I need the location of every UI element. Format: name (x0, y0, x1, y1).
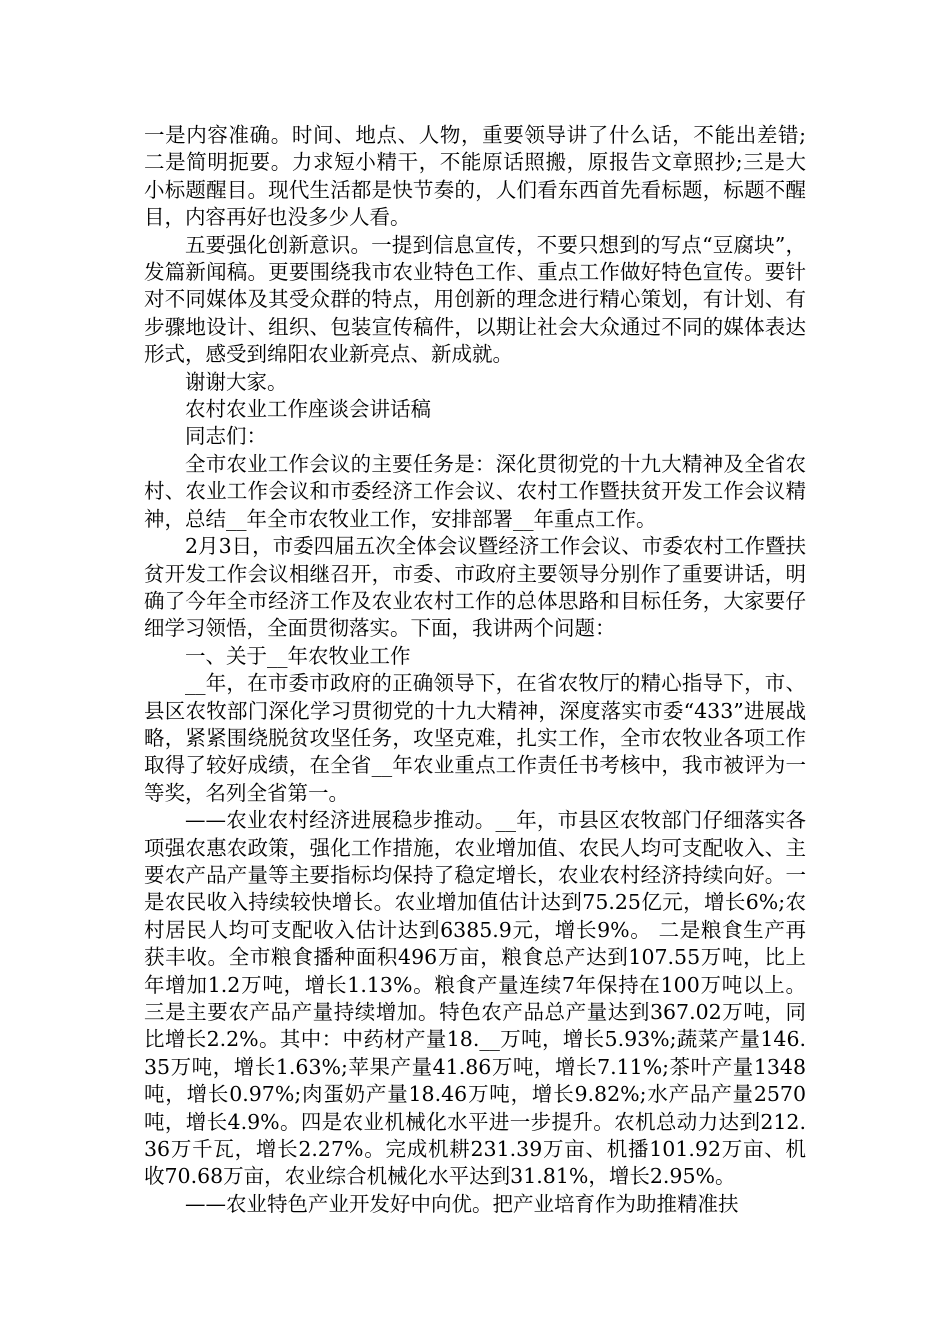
section-heading-one: 一、关于__年农牧业工作 (185, 643, 411, 668)
paragraph-innovation: 五要强化创新意识。一提到信息宣传，不要只想到的写点“豆腐块”，发篇新闻稿。更要围绕我市农业特色工作、重点工作做好特色宣传。要针对不同媒体及其受众群的特点，用创新的理念进行精心策划，有计划、有步骤地设计、组织、包装宣传稿件，以期让社会大众通过不同的媒体表达形式，感受到绵阳农业新亮点、新成就。 (144, 232, 806, 367)
paragraph-special-industry: ——农业特色产业开发好中向优。把产业培育作为助推精准扶 (185, 1191, 739, 1216)
paragraph-thanks: 谢谢大家。 (185, 369, 288, 394)
paragraph-year-review: __年，在市委市政府的正确领导下，在省农牧厅的精心指导下，市、县区农牧部门深化学习贯彻党的十九大精神，深度落实市委“433”进展战略，紧紧围绕脱贫攻坚任务，攻坚克难，扎实工作，全市农牧业各项工作取得了较好成绩，在全省__年农业重点工作责任书考核中，我市被评为一等奖，名列全省第一。 (144, 671, 806, 805)
paragraph-meeting-tasks: 全市农业工作会议的主要任务是：深化贯彻党的十九大精神及全省农村、农业工作会议和市委经济工作会议、农村工作暨扶贫开发工作会议精神，总结__年全市农牧业工作，安排部署__年重点工作。 (144, 451, 806, 531)
salutation: 同志们： (185, 424, 267, 449)
paragraph-rural-economy: ——农业农村经济进展稳步推动。__年，市县区农牧部门仔细落实各项强农惠农政策，强化工作措施，农业增加值、农民人均可支配收入、主要农产品产量等主要指标均保持了稳定增长，农业农村经济持续向好。一是农民收入持续较快增长。农业增加值估计达到75.25亿元，增长6%;农村居民人均可支配收入估计达到6385.9元，增长9%。 二是粮食生产再获丰收。全市粮食播种面积496万亩，粮食总产达到107.55万吨，比上年增加1.2万吨，增长1.13%。粮食产量连续7年保持在100万吨以上。三是主要农产品产量持续增加。特色农产品总产量达到367.02万吨，同比增长2.2%。其中：中药材产量18.__万吨，增长5.93%;蔬菜产量146.35万吨，增长1.63%;苹果产量41.86万吨，增长7.11%;茶叶产量1348吨，增长0.97%;肉蛋奶产量18.46万吨，增长9.82%;水产品产量2570吨，增长4.9%。四是农业机械化水平进一步提升。农机总动力达到212.36万千瓦，增长2.27%。完成机耕231.39万亩、机播101.92万亩、机收70.68万亩，农业综合机械化水平达到31.81%，增长2.95%。 (144, 808, 806, 1189)
paragraph-feb-meetings: 2月3日，市委四届五次全体会议暨经济工作会议、市委农村工作暨扶贫开发工作会议相继召开，市委、市政府主要领导分别作了重要讲话，明确了今年全市经济工作及农业农村工作的总体思路和目标任务，大家要仔细学习领悟，全面贯彻落实。下面，我讲两个问题： (144, 534, 806, 641)
speech-title: 农村农业工作座谈会讲话稿 (185, 397, 431, 422)
document-page (144, 122, 806, 1218)
paragraph-content-accuracy: 一是内容准确。时间、地点、人物，重要领导讲了什么话，不能出差错;二是简明扼要。力求短小精干，不能原话照搬，原报告文章照抄;三是大小标题醒目。现代生活都是快节奏的，人们看东西首先看标题，标题不醒目，内容再好也没多少人看。 (144, 123, 806, 230)
